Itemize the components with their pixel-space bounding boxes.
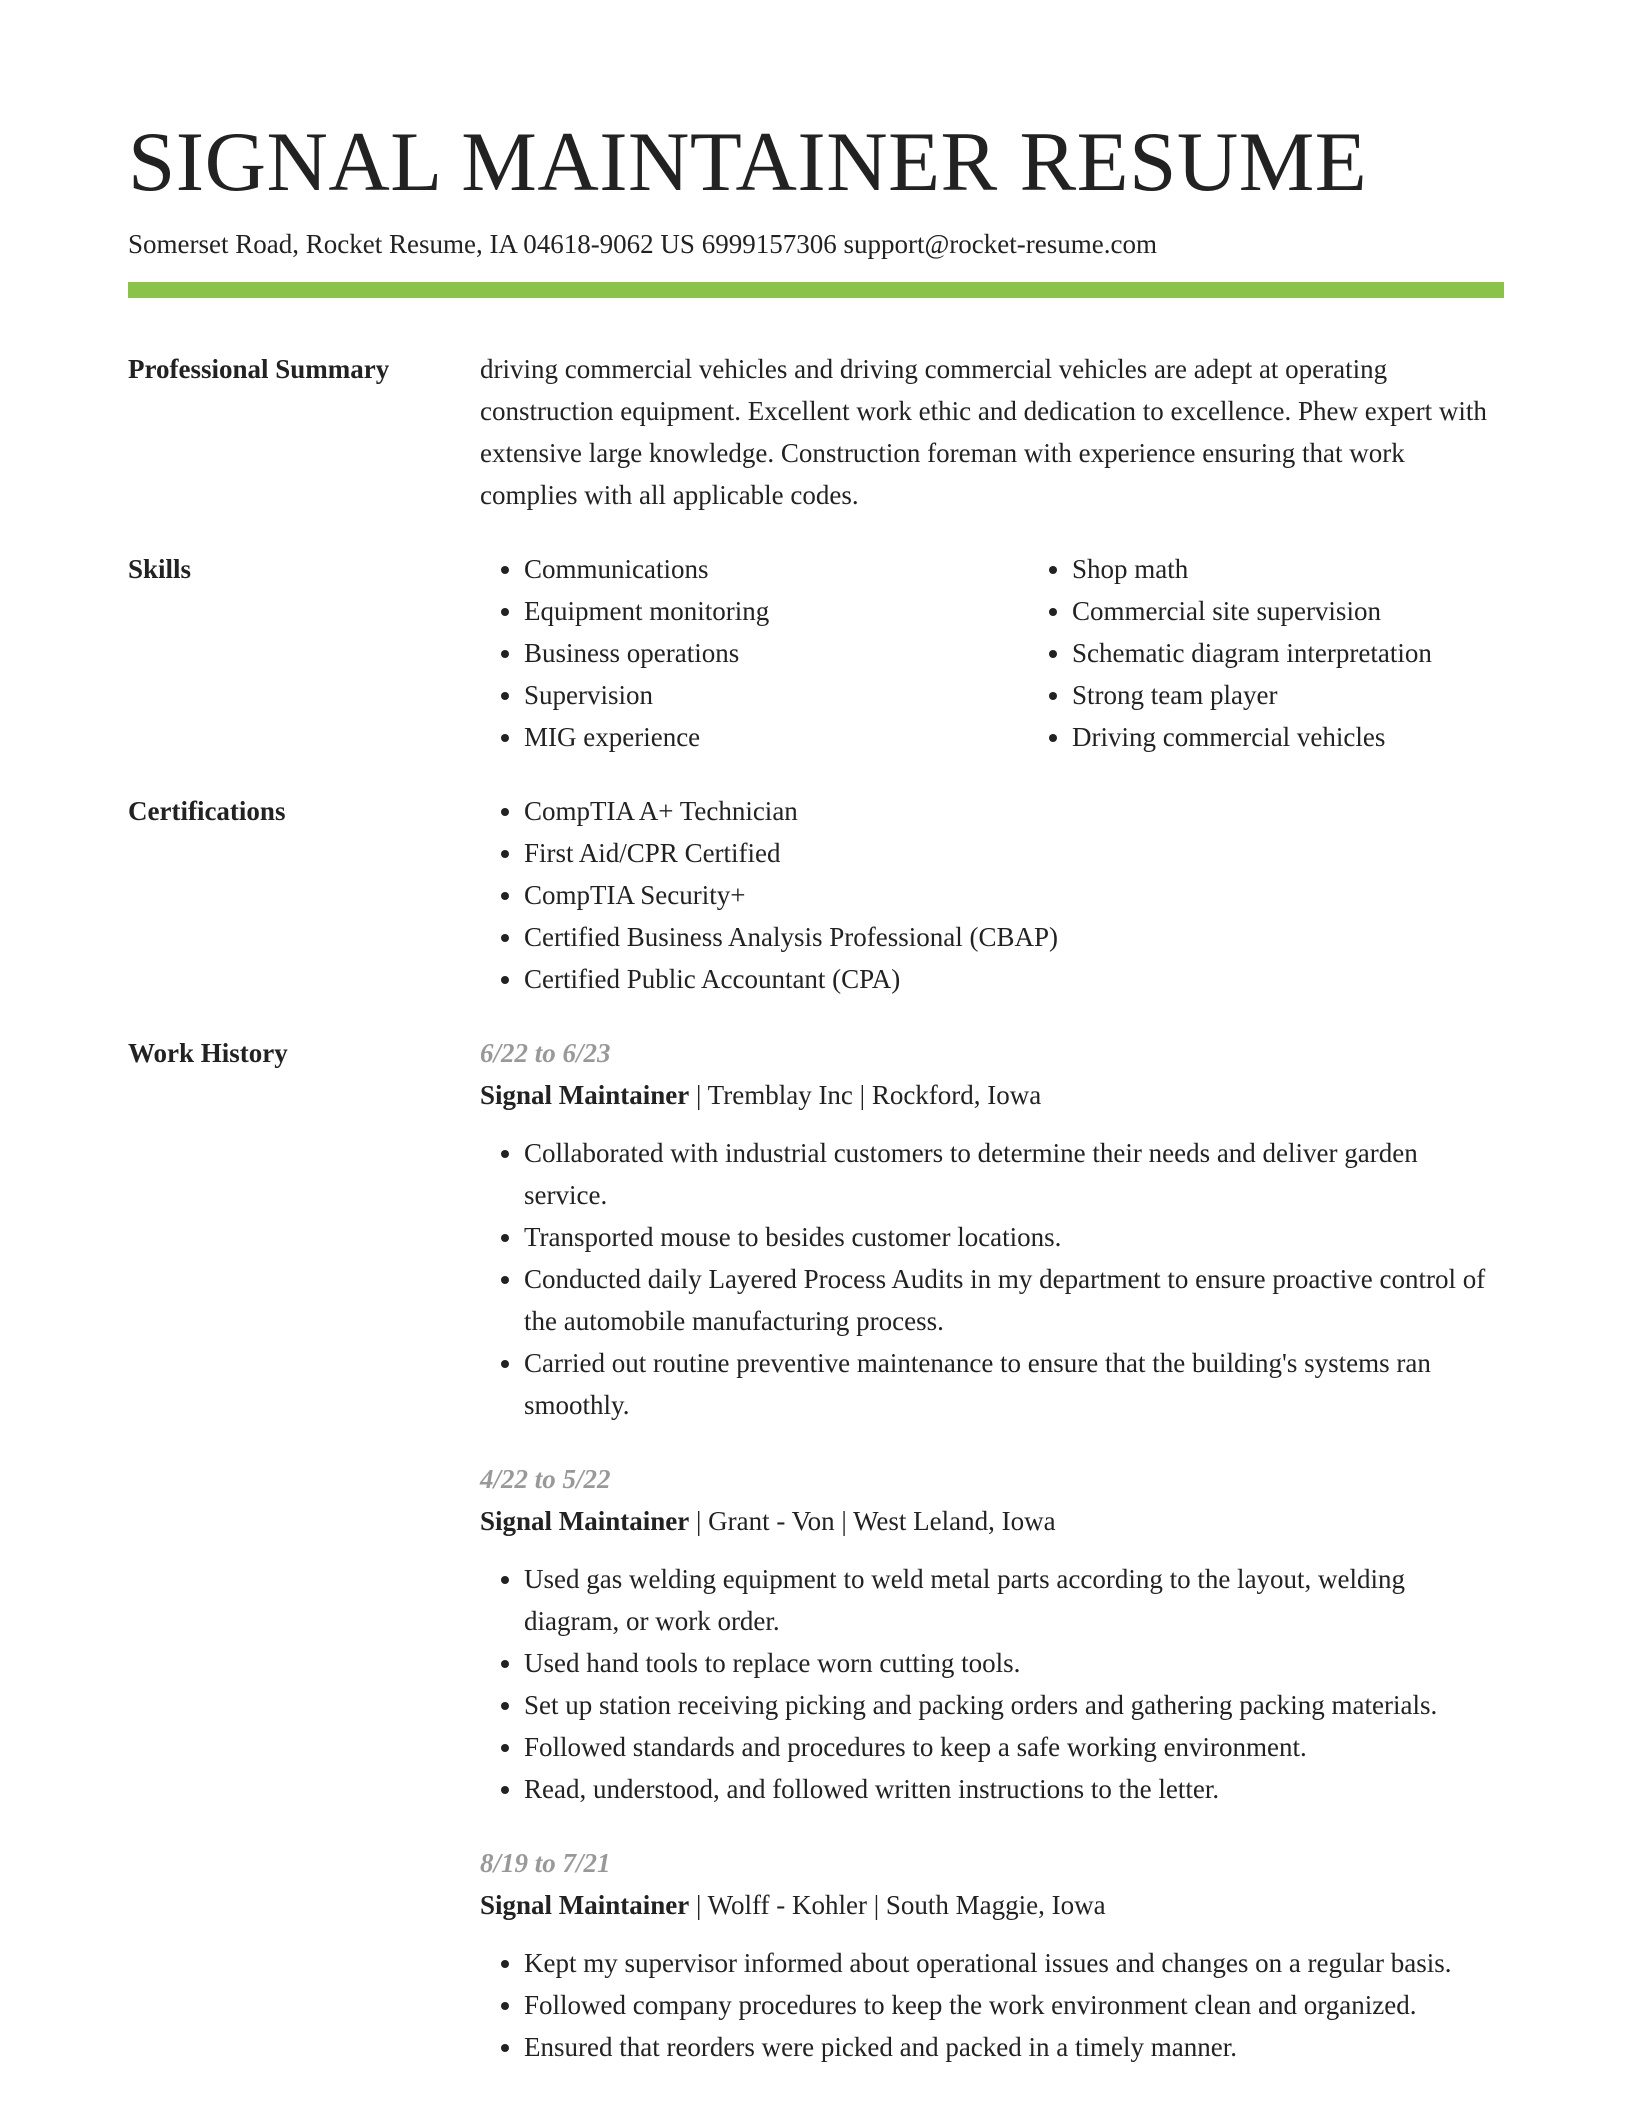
skills-heading: Skills: [128, 554, 192, 585]
contact-line: Somerset Road, Rocket Resume, IA 04618-9062 US 6999157306 support@rocket-resume.com: [128, 229, 1157, 260]
skill-item: • Commercial site supervision: [1072, 590, 1576, 632]
skill-item: • Equipment monitoring: [524, 590, 1028, 632]
skills-list-right: [1028, 548, 1576, 758]
job-bullet: • Followed standards and procedures to keep a safe working environment.: [524, 1726, 1504, 1768]
certification-item: • First Aid/CPR Certified: [524, 832, 1504, 874]
job-header: [480, 1500, 1504, 1542]
accent-divider: [128, 282, 1504, 298]
summary-text: driving commercial vehicles and driving commercial vehicles are adept at operating construction equipment. Excellent work ethic and dedication to excellence. Phew expert with extensive large knowledge. Construction foreman with experience ensuring that work complies with all applicable codes.: [480, 354, 1487, 511]
certifications-section: [128, 790, 1504, 1000]
certifications-list: [480, 790, 1504, 1000]
job-title: Signal Maintainer: [480, 1506, 690, 1537]
resume-title: SIGNAL MAINTAINER RESUME: [128, 115, 1368, 209]
job-bullet: • Conducted daily Layered Process Audits in my department to ensure proactive control of the automobile manufacturing process.: [524, 1258, 1504, 1342]
job-bullet: • Kept my supervisor informed about operational issues and changes on a regular basis.: [524, 1942, 1504, 1984]
job-bullet: • Used hand tools to replace worn cutting tools.: [524, 1642, 1504, 1684]
job-details: | Wolff - Kohler | South Maggie, Iowa: [689, 1890, 1106, 1921]
job-header: [480, 1074, 1504, 1116]
job-bullet: • Read, understood, and followed written instructions to the letter.: [524, 1768, 1504, 1810]
job-entry: [480, 1032, 1504, 1426]
job-bullet: • Collaborated with industrial customers to determine their needs and deliver garden service.: [524, 1132, 1504, 1216]
skill-item: • Strong team player: [1072, 674, 1576, 716]
work-history-section: [128, 1032, 1504, 2100]
skill-item: • Driving commercial vehicles: [1072, 716, 1576, 758]
skill-item: • MIG experience: [524, 716, 1028, 758]
job-entry: [480, 1842, 1504, 2068]
job-title: Signal Maintainer: [480, 1080, 690, 1111]
job-bullet: • Followed company procedures to keep the work environment clean and organized.: [524, 1984, 1504, 2026]
job-entry: [480, 1458, 1504, 1810]
skill-item: • Supervision: [524, 674, 1028, 716]
skill-item: • Shop math: [1072, 548, 1576, 590]
skill-item: • Schematic diagram interpretation: [1072, 632, 1576, 674]
job-dates: 8/19 to 7/21: [480, 1848, 611, 1879]
job-bullets: [480, 1132, 1504, 1426]
job-details: | Tremblay Inc | Rockford, Iowa: [689, 1080, 1042, 1111]
skill-item: • Business operations: [524, 632, 1028, 674]
job-dates: 4/22 to 5/22: [480, 1464, 611, 1495]
job-bullet: • Ensured that reorders were picked and packed in a timely manner.: [524, 2026, 1504, 2068]
job-bullet: • Used gas welding equipment to weld metal parts according to the layout, welding diagram, or work order.: [524, 1558, 1504, 1642]
certification-item: • CompTIA A+ Technician: [524, 790, 1504, 832]
job-bullets: [480, 1942, 1504, 2068]
certification-item: • CompTIA Security+: [524, 874, 1504, 916]
job-bullet: • Set up station receiving picking and packing orders and gathering packing materials.: [524, 1684, 1504, 1726]
work-history-heading: Work History: [128, 1038, 288, 1069]
skills-list-left: [480, 548, 1028, 758]
job-details: | Grant - Von | West Leland, Iowa: [689, 1506, 1056, 1537]
job-header: [480, 1884, 1504, 1926]
skill-item: • Communications: [524, 548, 1028, 590]
certification-item: • Certified Public Accountant (CPA): [524, 958, 1504, 1000]
summary-heading: Professional Summary: [128, 354, 390, 385]
certification-item: • Certified Business Analysis Professional (CBAP): [524, 916, 1504, 958]
job-bullet: • Transported mouse to besides customer locations.: [524, 1216, 1504, 1258]
job-bullet: • Carried out routine preventive maintenance to ensure that the building's systems ran smoothly.: [524, 1342, 1504, 1426]
skills-section: [128, 548, 1504, 758]
job-dates: 6/22 to 6/23: [480, 1038, 611, 1069]
job-title: Signal Maintainer: [480, 1890, 690, 1921]
summary-section: [128, 348, 1504, 516]
job-bullets: [480, 1558, 1504, 1810]
certifications-heading: Certifications: [128, 796, 286, 827]
